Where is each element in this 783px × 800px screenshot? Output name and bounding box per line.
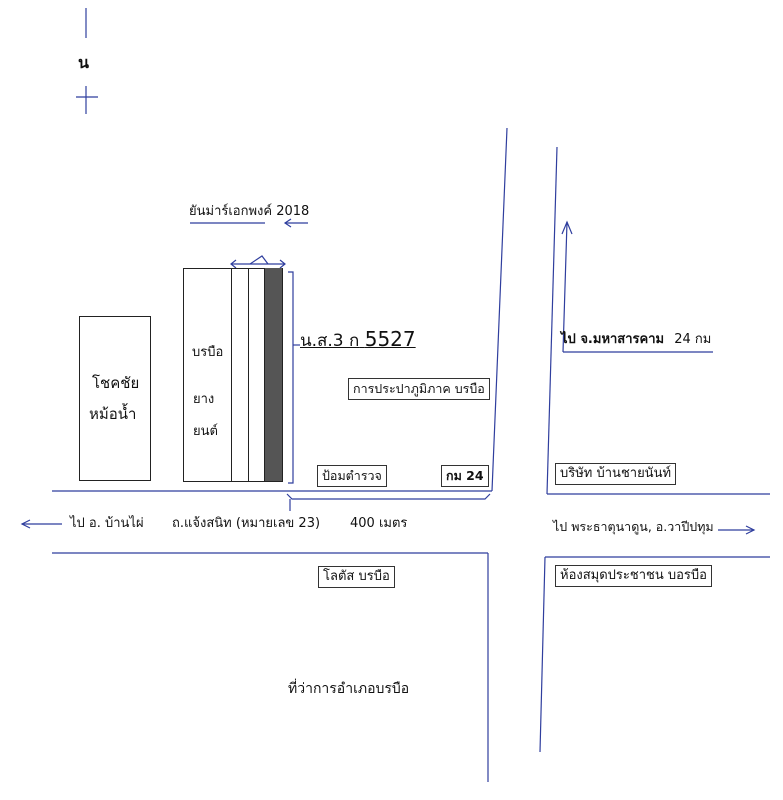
police-box-label: ป้อมตำรวจ bbox=[317, 465, 387, 487]
to-banphai-label: ไป อ. บ้านไผ่ bbox=[70, 516, 144, 531]
parcel-prefix: น.ส.3 ก bbox=[300, 331, 360, 351]
to-wapi-label: ไป พระธาตุนาดูน, อ.วาปีปทุม bbox=[553, 519, 714, 534]
building-shaded-strip bbox=[264, 268, 282, 481]
dimension-top-tick bbox=[250, 256, 268, 264]
district-office-label: ที่ว่าการอำเภอบรบือ bbox=[288, 681, 410, 697]
building-chokchai-line2: หม้อน้ำ bbox=[89, 405, 137, 423]
distance-label: 400 เมตร bbox=[350, 516, 408, 531]
building-main-line3: ยนต์ bbox=[193, 424, 218, 439]
road-name-label: ถ.แจ้งสนิท (หมายเลข 23) bbox=[172, 516, 321, 531]
waterworks-label: การประปาภูมิภาค บรบือ bbox=[348, 378, 490, 400]
north-label: น bbox=[78, 53, 89, 72]
library-label: ห้องสมุดประชาชน บอรบือ bbox=[555, 565, 712, 587]
side-road-north-left bbox=[492, 128, 507, 491]
side-road-north-right bbox=[547, 147, 557, 494]
to-mahasarakham-name: ไป จ.มหาสารคาม bbox=[561, 332, 665, 347]
parcel-label bbox=[300, 329, 416, 350]
dealer-label: ยันม่าร์เอกพงค์ 2018 bbox=[189, 204, 310, 219]
parcel-bracket bbox=[288, 272, 293, 483]
parcel-number: 5527 bbox=[364, 327, 416, 351]
building-main-line2: ยาง bbox=[193, 392, 215, 407]
building-chokchai bbox=[79, 316, 151, 481]
building-main-line1: บรบือ bbox=[192, 345, 224, 360]
company-label: บริษัท บ้านชายนันท์ bbox=[555, 463, 676, 485]
to-mahasarakham-label bbox=[561, 333, 711, 346]
building-divider-2 bbox=[248, 268, 249, 481]
lotus-label: โลตัส บรบือ bbox=[318, 566, 395, 588]
to-mahasarakham-distance: 24 กม bbox=[674, 332, 712, 347]
side-road-south-right bbox=[540, 557, 545, 752]
building-chokchai-line1: โชคชัย bbox=[92, 374, 140, 392]
frontage-bracket bbox=[287, 494, 490, 499]
km-marker-label: กม 24 bbox=[441, 465, 489, 487]
building-divider-1 bbox=[231, 268, 232, 481]
